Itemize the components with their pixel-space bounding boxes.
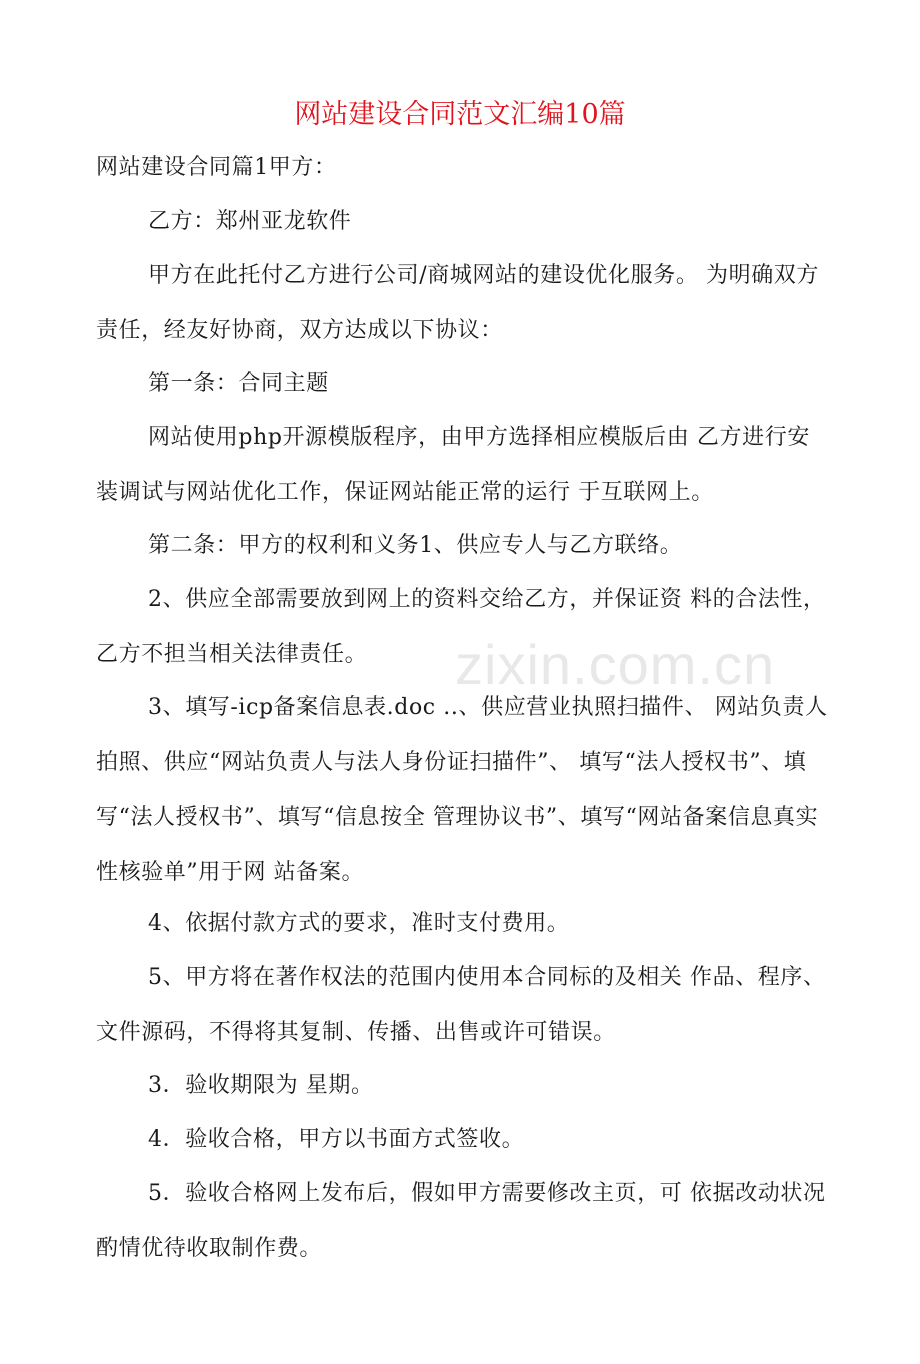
paragraph-party-b: 乙方：郑州亚龙软件 xyxy=(148,209,352,234)
paragraph-item-2: 2、供应全部需要放到网上的资料交给乙方，并保证资 料的合法性，乙方不担当相关法律责任。 xyxy=(96,587,826,667)
document-title: 网站建设合同范文汇编10篇 xyxy=(294,99,626,130)
paragraph-acceptance-period: 3．验收期限为 星期。 xyxy=(148,1073,374,1098)
paragraph-article-1-body: 网站使用php开源模版程序，由甲方选择相应模版后由 乙方进行安装调试与网站优化工作，保证网站能正常的运行 于互联网上。 xyxy=(96,425,810,505)
paragraph-item-3: 3、填写-icp备案信息表.doc ..、供应营业执照扫描件、 网站负责人拍照、供应“网站负责人与法人身份证扫描件”、 填写“法人授权书”、填写“法人授权书”、填写“信息按全 管理协议书”、填写“网站备案信息真实性核验单”用于网 站备案。 xyxy=(96,695,828,885)
paragraph-article-1-heading: 第一条：合同主题 xyxy=(148,371,329,396)
watermark: zixin.com.cn xyxy=(455,633,776,696)
paragraph-acceptance-modify: 5．验收合格网上发布后，假如甲方需要修改主页，可 依据改动状况酌情优待收取制作费。 xyxy=(96,1181,826,1261)
paragraph-acceptance-sign: 4．验收合格，甲方以书面方式签收。 xyxy=(148,1127,525,1152)
paragraph-item-4: 4、依据付款方式的要求，准时支付费用。 xyxy=(148,911,570,936)
paragraph-party-a: 网站建设合同篇1甲方： xyxy=(96,155,337,180)
paragraph-article-2-heading: 第二条：甲方的权利和义务1、供应专人与乙方联络。 xyxy=(148,533,683,558)
paragraph-item-5: 5、甲方将在著作权法的范围内使用本合同标的及相关 作品、程序、文件源码，不得将其复制、传播、出售或许可错误。 xyxy=(96,965,826,1045)
paragraph-intro: 甲方在此托付乙方进行公司/商城网站的建设优化服务。 为明确双方责任，经友好协商，双方达成以下协议： xyxy=(96,263,820,343)
